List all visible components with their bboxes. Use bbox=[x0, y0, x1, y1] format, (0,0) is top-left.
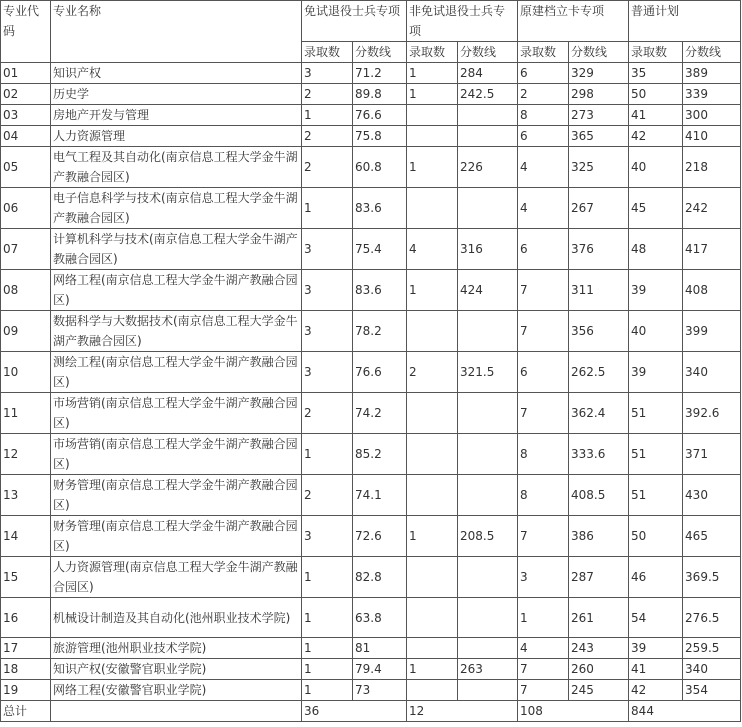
table-row bbox=[1, 475, 741, 516]
header-row-groups bbox=[1, 1, 741, 42]
cell-poverty-score: 365 bbox=[569, 126, 629, 147]
cell-exempt-score: 76.6 bbox=[353, 352, 407, 393]
cell-regular-score: 340 bbox=[683, 352, 741, 393]
cell-code: 10 bbox=[1, 352, 51, 393]
cell-exempt-admit: 2 bbox=[302, 147, 353, 188]
cell-exempt-score: 83.6 bbox=[353, 270, 407, 311]
cell-name: 房地产开发与管理 bbox=[51, 105, 302, 126]
cell-poverty-admit: 8 bbox=[518, 105, 569, 126]
cell-code: 16 bbox=[1, 598, 51, 638]
cell-exempt-score: 74.1 bbox=[353, 475, 407, 516]
cell-nonexempt-score bbox=[458, 126, 518, 147]
cell-regular-score: 408 bbox=[683, 270, 741, 311]
cell-regular-score: 371 bbox=[683, 434, 741, 475]
cell-poverty-score: 262.5 bbox=[569, 352, 629, 393]
cell-regular-score: 392.6 bbox=[683, 393, 741, 434]
table-row bbox=[1, 659, 741, 680]
header-code: 专业代码 bbox=[1, 1, 51, 63]
cell-exempt-score: 71.2 bbox=[353, 63, 407, 84]
cell-nonexempt-admit: 1 bbox=[407, 84, 458, 105]
cell-poverty-score: 261 bbox=[569, 598, 629, 638]
cell-exempt-admit: 1 bbox=[302, 188, 353, 229]
table-row bbox=[1, 188, 741, 229]
cell-nonexempt-admit: 1 bbox=[407, 63, 458, 84]
cell-name: 网络工程(南京信息工程大学金牛湖产教融合园区) bbox=[51, 270, 302, 311]
table-body bbox=[1, 63, 741, 701]
cell-exempt-score: 73 bbox=[353, 680, 407, 701]
cell-nonexempt-score bbox=[458, 680, 518, 701]
cell-code: 12 bbox=[1, 434, 51, 475]
cell-exempt-score: 74.2 bbox=[353, 393, 407, 434]
cell-regular-admit: 45 bbox=[629, 188, 683, 229]
cell-poverty-score: 260 bbox=[569, 659, 629, 680]
cell-nonexempt-admit: 2 bbox=[407, 352, 458, 393]
header-group-nonexempt-veteran: 非免试退役士兵专项 bbox=[407, 1, 518, 42]
cell-nonexempt-admit bbox=[407, 598, 458, 638]
cell-poverty-admit: 7 bbox=[518, 516, 569, 557]
cell-exempt-admit: 1 bbox=[302, 659, 353, 680]
cell-name: 知识产权(安徽警官职业学院) bbox=[51, 659, 302, 680]
cell-regular-admit: 39 bbox=[629, 638, 683, 659]
header-admit: 录取数 bbox=[629, 42, 683, 63]
cell-regular-admit: 50 bbox=[629, 516, 683, 557]
table-row bbox=[1, 393, 741, 434]
cell-name: 财务管理(南京信息工程大学金牛湖产教融合园区) bbox=[51, 475, 302, 516]
cell-poverty-admit: 6 bbox=[518, 352, 569, 393]
cell-regular-score: 417 bbox=[683, 229, 741, 270]
cell-nonexempt-admit: 1 bbox=[407, 147, 458, 188]
cell-regular-admit: 41 bbox=[629, 105, 683, 126]
cell-poverty-score: 273 bbox=[569, 105, 629, 126]
header-group-regular: 普通计划 bbox=[629, 1, 741, 42]
cell-nonexempt-admit bbox=[407, 311, 458, 352]
cell-name: 历史学 bbox=[51, 84, 302, 105]
cell-nonexempt-score bbox=[458, 393, 518, 434]
table-row bbox=[1, 311, 741, 352]
cell-poverty-score: 376 bbox=[569, 229, 629, 270]
cell-poverty-score: 245 bbox=[569, 680, 629, 701]
cell-nonexempt-score: 226 bbox=[458, 147, 518, 188]
cell-code: 08 bbox=[1, 270, 51, 311]
cell-code: 15 bbox=[1, 557, 51, 598]
cell-name: 人力资源管理 bbox=[51, 126, 302, 147]
cell-code: 11 bbox=[1, 393, 51, 434]
cell-regular-admit: 50 bbox=[629, 84, 683, 105]
header-group-exempt-veteran: 免试退役士兵专项 bbox=[302, 1, 407, 42]
cell-regular-admit: 46 bbox=[629, 557, 683, 598]
cell-regular-admit: 54 bbox=[629, 598, 683, 638]
cell-exempt-admit: 2 bbox=[302, 126, 353, 147]
cell-name: 机械设计制造及其自动化(池州职业技术学院) bbox=[51, 598, 302, 638]
cell-regular-score: 276.5 bbox=[683, 598, 741, 638]
cell-poverty-score: 333.6 bbox=[569, 434, 629, 475]
cell-exempt-score: 78.2 bbox=[353, 311, 407, 352]
cell-nonexempt-admit: 1 bbox=[407, 270, 458, 311]
table-row bbox=[1, 598, 741, 638]
cell-nonexempt-score bbox=[458, 638, 518, 659]
total-row bbox=[1, 701, 741, 722]
cell-poverty-score: 311 bbox=[569, 270, 629, 311]
cell-name: 数据科学与大数据技术(南京信息工程大学金牛湖产教融合园区) bbox=[51, 311, 302, 352]
cell-regular-score: 242 bbox=[683, 188, 741, 229]
total-regular: 844 bbox=[629, 701, 741, 722]
cell-exempt-admit: 1 bbox=[302, 557, 353, 598]
table-row bbox=[1, 680, 741, 701]
cell-name: 网络工程(安徽警官职业学院) bbox=[51, 680, 302, 701]
cell-code: 13 bbox=[1, 475, 51, 516]
table-row bbox=[1, 84, 741, 105]
cell-nonexempt-admit bbox=[407, 638, 458, 659]
cell-exempt-score: 76.6 bbox=[353, 105, 407, 126]
cell-poverty-admit: 4 bbox=[518, 638, 569, 659]
cell-nonexempt-score bbox=[458, 557, 518, 598]
cell-nonexempt-score: 424 bbox=[458, 270, 518, 311]
cell-exempt-admit: 3 bbox=[302, 516, 353, 557]
table-row bbox=[1, 352, 741, 393]
table-row bbox=[1, 126, 741, 147]
cell-exempt-admit: 3 bbox=[302, 63, 353, 84]
cell-name: 测绘工程(南京信息工程大学金牛湖产教融合园区) bbox=[51, 352, 302, 393]
cell-exempt-score: 89.8 bbox=[353, 84, 407, 105]
cell-regular-admit: 39 bbox=[629, 352, 683, 393]
table-row bbox=[1, 638, 741, 659]
cell-exempt-admit: 3 bbox=[302, 352, 353, 393]
cell-nonexempt-admit bbox=[407, 105, 458, 126]
table-row bbox=[1, 434, 741, 475]
cell-nonexempt-admit bbox=[407, 434, 458, 475]
total-label: 总计 bbox=[1, 701, 51, 722]
cell-exempt-admit: 1 bbox=[302, 680, 353, 701]
cell-poverty-admit: 8 bbox=[518, 475, 569, 516]
cell-poverty-admit: 6 bbox=[518, 63, 569, 84]
cell-poverty-admit: 7 bbox=[518, 311, 569, 352]
cell-regular-score: 430 bbox=[683, 475, 741, 516]
cell-poverty-admit: 4 bbox=[518, 188, 569, 229]
cell-exempt-admit: 1 bbox=[302, 105, 353, 126]
cell-poverty-score: 386 bbox=[569, 516, 629, 557]
cell-regular-admit: 51 bbox=[629, 434, 683, 475]
cell-name: 市场营销(南京信息工程大学金牛湖产教融合园区) bbox=[51, 434, 302, 475]
cell-nonexempt-admit: 1 bbox=[407, 659, 458, 680]
cell-poverty-admit: 7 bbox=[518, 270, 569, 311]
table-row bbox=[1, 229, 741, 270]
cell-name: 电气工程及其自动化(南京信息工程大学金牛湖产教融合园区) bbox=[51, 147, 302, 188]
table-row bbox=[1, 63, 741, 84]
table-row bbox=[1, 516, 741, 557]
header-score: 分数线 bbox=[458, 42, 518, 63]
cell-nonexempt-admit bbox=[407, 475, 458, 516]
cell-exempt-score: 79.4 bbox=[353, 659, 407, 680]
cell-code: 04 bbox=[1, 126, 51, 147]
cell-code: 09 bbox=[1, 311, 51, 352]
cell-poverty-score: 298 bbox=[569, 84, 629, 105]
cell-exempt-admit: 3 bbox=[302, 229, 353, 270]
total-name-cell bbox=[51, 701, 302, 722]
cell-poverty-admit: 4 bbox=[518, 147, 569, 188]
cell-nonexempt-score bbox=[458, 311, 518, 352]
cell-name: 电子信息科学与技术(南京信息工程大学金牛湖产教融合园区) bbox=[51, 188, 302, 229]
cell-code: 05 bbox=[1, 147, 51, 188]
cell-regular-admit: 39 bbox=[629, 270, 683, 311]
cell-poverty-admit: 8 bbox=[518, 434, 569, 475]
cell-nonexempt-admit bbox=[407, 557, 458, 598]
header-group-poverty: 原建档立卡专项 bbox=[518, 1, 629, 42]
cell-nonexempt-score bbox=[458, 434, 518, 475]
cell-poverty-score: 325 bbox=[569, 147, 629, 188]
cell-exempt-score: 72.6 bbox=[353, 516, 407, 557]
cell-regular-admit: 40 bbox=[629, 311, 683, 352]
cell-nonexempt-score: 263 bbox=[458, 659, 518, 680]
cell-regular-admit: 41 bbox=[629, 659, 683, 680]
cell-nonexempt-admit bbox=[407, 680, 458, 701]
cell-regular-admit: 51 bbox=[629, 393, 683, 434]
cell-exempt-admit: 2 bbox=[302, 475, 353, 516]
cell-regular-score: 339 bbox=[683, 84, 741, 105]
cell-poverty-admit: 6 bbox=[518, 229, 569, 270]
cell-nonexempt-score: 316 bbox=[458, 229, 518, 270]
cell-nonexempt-admit bbox=[407, 188, 458, 229]
cell-name: 知识产权 bbox=[51, 63, 302, 84]
cell-poverty-score: 408.5 bbox=[569, 475, 629, 516]
cell-regular-admit: 51 bbox=[629, 475, 683, 516]
cell-regular-admit: 40 bbox=[629, 147, 683, 188]
cell-nonexempt-score: 284 bbox=[458, 63, 518, 84]
cell-poverty-score: 243 bbox=[569, 638, 629, 659]
cell-nonexempt-score bbox=[458, 598, 518, 638]
cell-regular-score: 399 bbox=[683, 311, 741, 352]
cell-poverty-score: 329 bbox=[569, 63, 629, 84]
cell-nonexempt-admit bbox=[407, 126, 458, 147]
cell-exempt-admit: 1 bbox=[302, 598, 353, 638]
cell-poverty-admit: 7 bbox=[518, 393, 569, 434]
cell-exempt-admit: 2 bbox=[302, 393, 353, 434]
header-admit: 录取数 bbox=[518, 42, 569, 63]
cell-nonexempt-admit: 4 bbox=[407, 229, 458, 270]
cell-nonexempt-score: 321.5 bbox=[458, 352, 518, 393]
header-score: 分数线 bbox=[353, 42, 407, 63]
header-score: 分数线 bbox=[569, 42, 629, 63]
cell-regular-score: 410 bbox=[683, 126, 741, 147]
cell-regular-admit: 35 bbox=[629, 63, 683, 84]
cell-regular-admit: 48 bbox=[629, 229, 683, 270]
cell-nonexempt-admit bbox=[407, 393, 458, 434]
cell-regular-score: 354 bbox=[683, 680, 741, 701]
cell-code: 18 bbox=[1, 659, 51, 680]
cell-name: 计算机科学与技术(南京信息工程大学金牛湖产教融合园区) bbox=[51, 229, 302, 270]
cell-name: 财务管理(南京信息工程大学金牛湖产教融合园区) bbox=[51, 516, 302, 557]
cell-poverty-admit: 2 bbox=[518, 84, 569, 105]
cell-code: 07 bbox=[1, 229, 51, 270]
cell-poverty-admit: 3 bbox=[518, 557, 569, 598]
cell-regular-score: 369.5 bbox=[683, 557, 741, 598]
header-admit: 录取数 bbox=[407, 42, 458, 63]
cell-nonexempt-score bbox=[458, 188, 518, 229]
total-exempt-veteran: 36 bbox=[302, 701, 407, 722]
cell-exempt-score: 81 bbox=[353, 638, 407, 659]
cell-nonexempt-score bbox=[458, 105, 518, 126]
cell-exempt-score: 75.8 bbox=[353, 126, 407, 147]
cell-poverty-admit: 7 bbox=[518, 659, 569, 680]
total-nonexempt-veteran: 12 bbox=[407, 701, 518, 722]
cell-exempt-admit: 1 bbox=[302, 638, 353, 659]
table-row bbox=[1, 270, 741, 311]
header-score: 分数线 bbox=[683, 42, 741, 63]
cell-exempt-admit: 2 bbox=[302, 84, 353, 105]
cell-poverty-score: 287 bbox=[569, 557, 629, 598]
cell-poverty-admit: 7 bbox=[518, 680, 569, 701]
cell-regular-score: 465 bbox=[683, 516, 741, 557]
total-poverty: 108 bbox=[518, 701, 629, 722]
cell-code: 14 bbox=[1, 516, 51, 557]
cell-nonexempt-admit: 1 bbox=[407, 516, 458, 557]
cell-regular-score: 259.5 bbox=[683, 638, 741, 659]
cell-exempt-score: 75.4 bbox=[353, 229, 407, 270]
cell-exempt-admit: 3 bbox=[302, 311, 353, 352]
cell-code: 02 bbox=[1, 84, 51, 105]
cell-exempt-admit: 3 bbox=[302, 270, 353, 311]
cell-exempt-score: 60.8 bbox=[353, 147, 407, 188]
cell-poverty-score: 267 bbox=[569, 188, 629, 229]
cell-name: 人力资源管理(南京信息工程大学金牛湖产教融合园区) bbox=[51, 557, 302, 598]
table-row bbox=[1, 105, 741, 126]
cell-code: 01 bbox=[1, 63, 51, 84]
cell-regular-score: 389 bbox=[683, 63, 741, 84]
header-name: 专业名称 bbox=[51, 1, 302, 63]
cell-exempt-score: 82.8 bbox=[353, 557, 407, 598]
table-row bbox=[1, 557, 741, 598]
cell-regular-score: 218 bbox=[683, 147, 741, 188]
cell-regular-score: 300 bbox=[683, 105, 741, 126]
cell-nonexempt-score: 208.5 bbox=[458, 516, 518, 557]
cell-exempt-admit: 1 bbox=[302, 434, 353, 475]
cell-nonexempt-score bbox=[458, 475, 518, 516]
cell-code: 19 bbox=[1, 680, 51, 701]
cell-code: 17 bbox=[1, 638, 51, 659]
cell-exempt-score: 83.6 bbox=[353, 188, 407, 229]
cell-poverty-score: 356 bbox=[569, 311, 629, 352]
cell-regular-score: 340 bbox=[683, 659, 741, 680]
cell-poverty-score: 362.4 bbox=[569, 393, 629, 434]
table-row bbox=[1, 147, 741, 188]
cell-poverty-admit: 6 bbox=[518, 126, 569, 147]
cell-code: 06 bbox=[1, 188, 51, 229]
cell-name: 市场营销(南京信息工程大学金牛湖产教融合园区) bbox=[51, 393, 302, 434]
cell-regular-admit: 42 bbox=[629, 680, 683, 701]
cell-exempt-score: 85.2 bbox=[353, 434, 407, 475]
cell-code: 03 bbox=[1, 105, 51, 126]
cell-regular-admit: 42 bbox=[629, 126, 683, 147]
cell-nonexempt-score: 242.5 bbox=[458, 84, 518, 105]
cell-poverty-admit: 1 bbox=[518, 598, 569, 638]
cell-exempt-score: 63.8 bbox=[353, 598, 407, 638]
cell-name: 旅游管理(池州职业技术学院) bbox=[51, 638, 302, 659]
header-admit: 录取数 bbox=[302, 42, 353, 63]
